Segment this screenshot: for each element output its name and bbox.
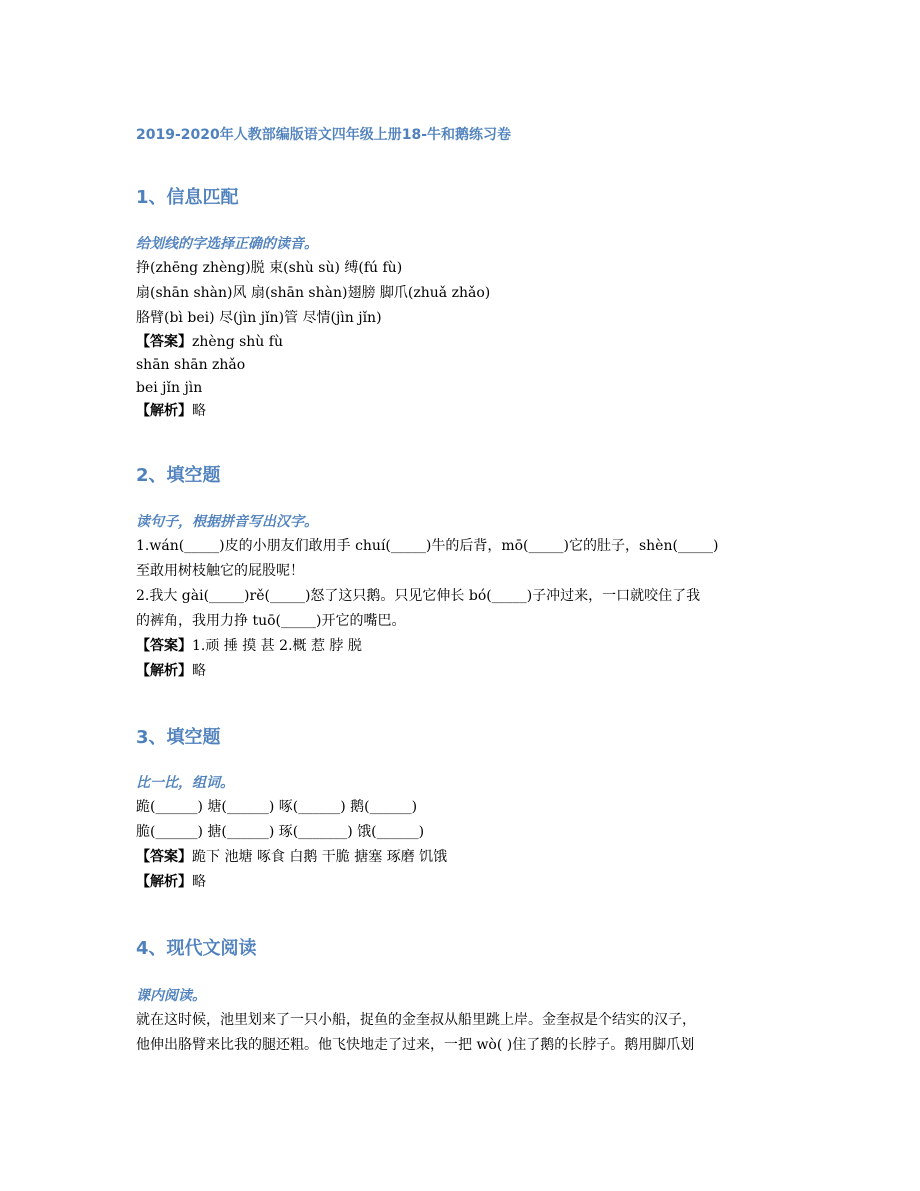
answer-line [136, 331, 786, 354]
answer-label: 【答案】 [136, 334, 192, 350]
section-1 [136, 186, 786, 423]
answer-line: bei jǐn jìn [136, 380, 203, 396]
question-line: 的裤角，我用力挣 tuō(_____)开它的嘴巴。 [136, 613, 406, 629]
analysis-label: 【解析】 [136, 874, 192, 890]
question-line: 脆(______) 搪(______) 琢(_______) 饿(______) [136, 824, 425, 840]
section-4 [136, 937, 786, 1058]
answer-label: 【答案】 [136, 849, 192, 865]
question-line: 挣(zhēng zhèng)脱 束(shù sù) 缚(fú fù) [136, 260, 403, 276]
question-line: 扇(shān shàn)风 扇(shān shàn)翅膀 脚爪(zhuǎ zhǎo) [136, 285, 491, 301]
answer-line: shān shān zhǎo [136, 357, 246, 373]
answer-text: 1.顽 捶 摸 甚 2.概 惹 脖 脱 [192, 638, 362, 654]
section-heading: 3、填空题 [136, 727, 221, 748]
section-heading: 2、填空题 [136, 465, 221, 486]
question-line: 1.wán(_____)皮的小朋友们敢用手 chuí(_____)牛的后背，mō(_____)它的肚子，shèn(_____) [136, 538, 719, 554]
question-line: 跪(______) 塘(______) 啄(______) 鹅(______) [136, 799, 418, 815]
question-line: 胳臂(bì bei) 尽(jìn jǐn)管 尽情(jìn jǐn) [136, 310, 382, 326]
answer-text: zhèng shù fù [192, 334, 283, 350]
section-instruction: 比一比，组词。 [136, 775, 234, 791]
section-3 [136, 726, 786, 895]
answer-line [136, 845, 786, 870]
analysis-line [136, 870, 786, 895]
section-heading: 1、信息匹配 [136, 187, 239, 208]
analysis-text: 略 [192, 663, 206, 679]
analysis-line [136, 400, 786, 423]
analysis-text: 略 [192, 874, 206, 890]
answer-label: 【答案】 [136, 638, 192, 654]
passage-line: 他伸出胳臂来比我的腿还粗。他飞快地走了过来，一把 wò( )住了鹅的长脖子。鹅用脚爪划 [136, 1037, 695, 1053]
analysis-text: 略 [192, 403, 206, 419]
answer-line [136, 634, 786, 659]
analysis-label: 【解析】 [136, 663, 192, 679]
document-title: 2019-2020年人教部编版语文四年级上册18-牛和鹅练习卷 [136, 127, 512, 143]
section-2 [136, 464, 786, 684]
analysis-line [136, 659, 786, 684]
analysis-label: 【解析】 [136, 403, 192, 419]
section-instruction: 读句子，根据拼音写出汉字。 [136, 514, 318, 530]
section-instruction: 课内阅读。 [136, 988, 206, 1004]
section-instruction: 给划线的字选择正确的读音。 [136, 236, 318, 252]
question-line: 2.我大 gài(_____)rě(_____)怒了这只鹅。只见它伸长 bó(_____)子冲过来，一口就咬住了我 [136, 588, 701, 604]
question-line: 至敢用树枝触它的屁股呢！ [136, 563, 304, 579]
section-heading: 4、现代文阅读 [136, 938, 257, 959]
answer-text: 跪下 池塘 啄食 白鹅 干脆 搪塞 琢磨 饥饿 [192, 849, 448, 865]
passage-line: 就在这时候，池里划来了一只小船，捉鱼的金奎叔从船里跳上岸。金奎叔是个结实的汉子， [136, 1012, 696, 1028]
